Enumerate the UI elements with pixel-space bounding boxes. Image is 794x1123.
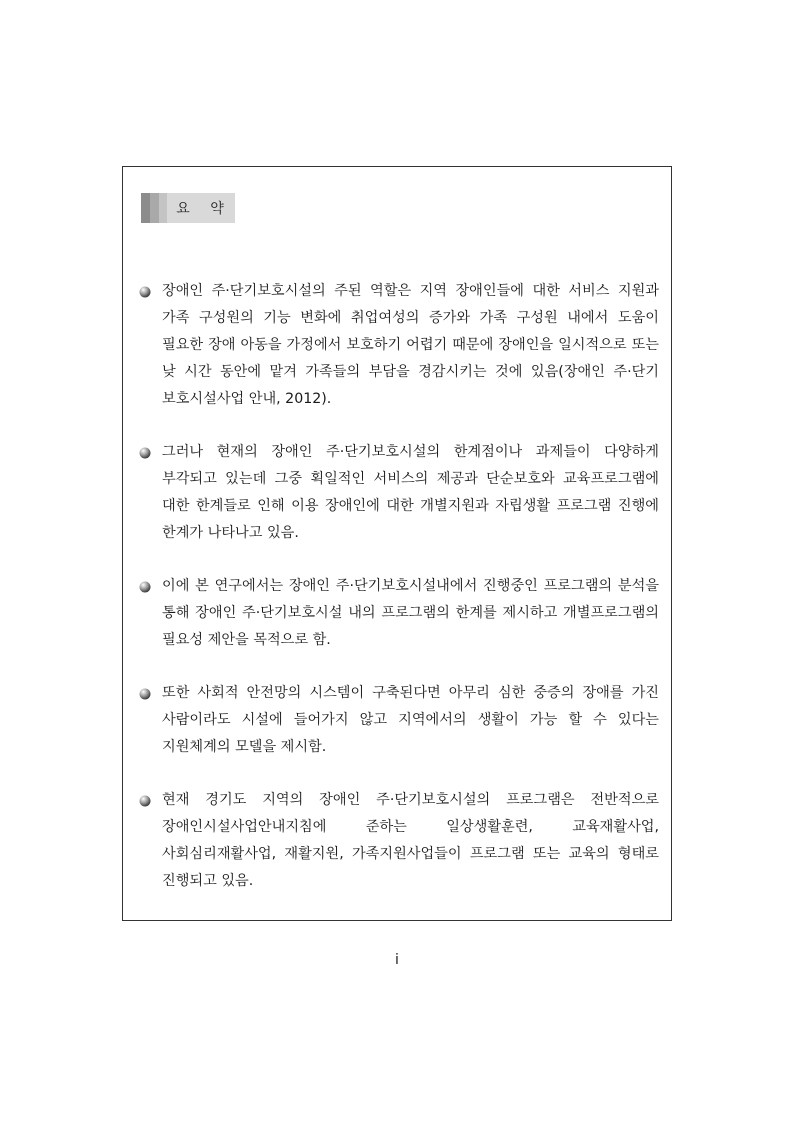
list-item xyxy=(139,680,659,761)
list-item xyxy=(139,439,659,547)
summary-list xyxy=(139,278,659,921)
list-item xyxy=(139,278,659,413)
summary-heading: 요 약 xyxy=(167,193,235,223)
list-item-text: 장애인 주·단기보호시설의 주된 역할은 지역 장애인들에 대한 서비스 지원과 가족 구성원의 기능 변화에 취업여성의 증가와 가족 구성원 내에서 도움이 필요한 장애 아동을 가정에서 보호하기 어렵기 때문에 장애인을 일시적으로 또는 낮 시간 동안에 맡겨 가족들의 부담을 경감시키는 것에 있음(장애인 주·단기 보호시설사업 안내, 2012). xyxy=(162,283,659,407)
sphere-bullet-icon xyxy=(139,787,155,814)
list-item-text: 이에 본 연구에서는 장애인 주·단기보호시설내에서 진행중인 프로그램의 분석을 통해 장애인 주·단기보호시설 내의 프로그램의 한계를 제시하고 개별프로그램의 필요성 제안을 목적으로 함. xyxy=(162,578,659,648)
list-item xyxy=(139,787,659,895)
sphere-bullet-icon xyxy=(139,278,155,305)
summary-box xyxy=(122,166,672,921)
heading-shade-light xyxy=(159,193,167,223)
list-item-text: 또한 사회적 안전망의 시스템이 구축된다면 아무리 심한 중증의 장애를 가진 사람이라도 시설에 들어가지 않고 지역에서의 생활이 가능 할 수 있다는 지원체계의 모델을 제시함. xyxy=(162,685,659,755)
heading-shade-dark xyxy=(141,193,150,223)
sphere-bullet-icon xyxy=(139,573,155,600)
list-item-text: 그러나 현재의 장애인 주·단기보호시설의 한계점이나 과제들이 다양하게 부각되고 있는데 그중 획일적인 서비스의 제공과 단순보호와 교육프로그램에 대한 한계들로 인해 이용 장애인에 대한 개별지원과 자립생활 프로그램 진행에 한계가 나타나고 있음. xyxy=(162,444,659,541)
page-number: i xyxy=(395,952,399,968)
list-item-text: 현재 경기도 지역의 장애인 주·단기보호시설의 프로그램은 전반적으로 장애인시설사업안내지침에 준하는 일상생활훈련, 교육재활사업, 사회심리재활사업, 재활지원, 가족지원사업들이 프로그램 또는 교육의 형태로 진행되고 있음. xyxy=(162,792,659,889)
sphere-bullet-icon xyxy=(139,439,155,466)
sphere-bullet-icon xyxy=(139,680,155,707)
summary-heading-bar xyxy=(141,193,235,223)
heading-shade-mid xyxy=(150,193,159,223)
list-item xyxy=(139,573,659,654)
